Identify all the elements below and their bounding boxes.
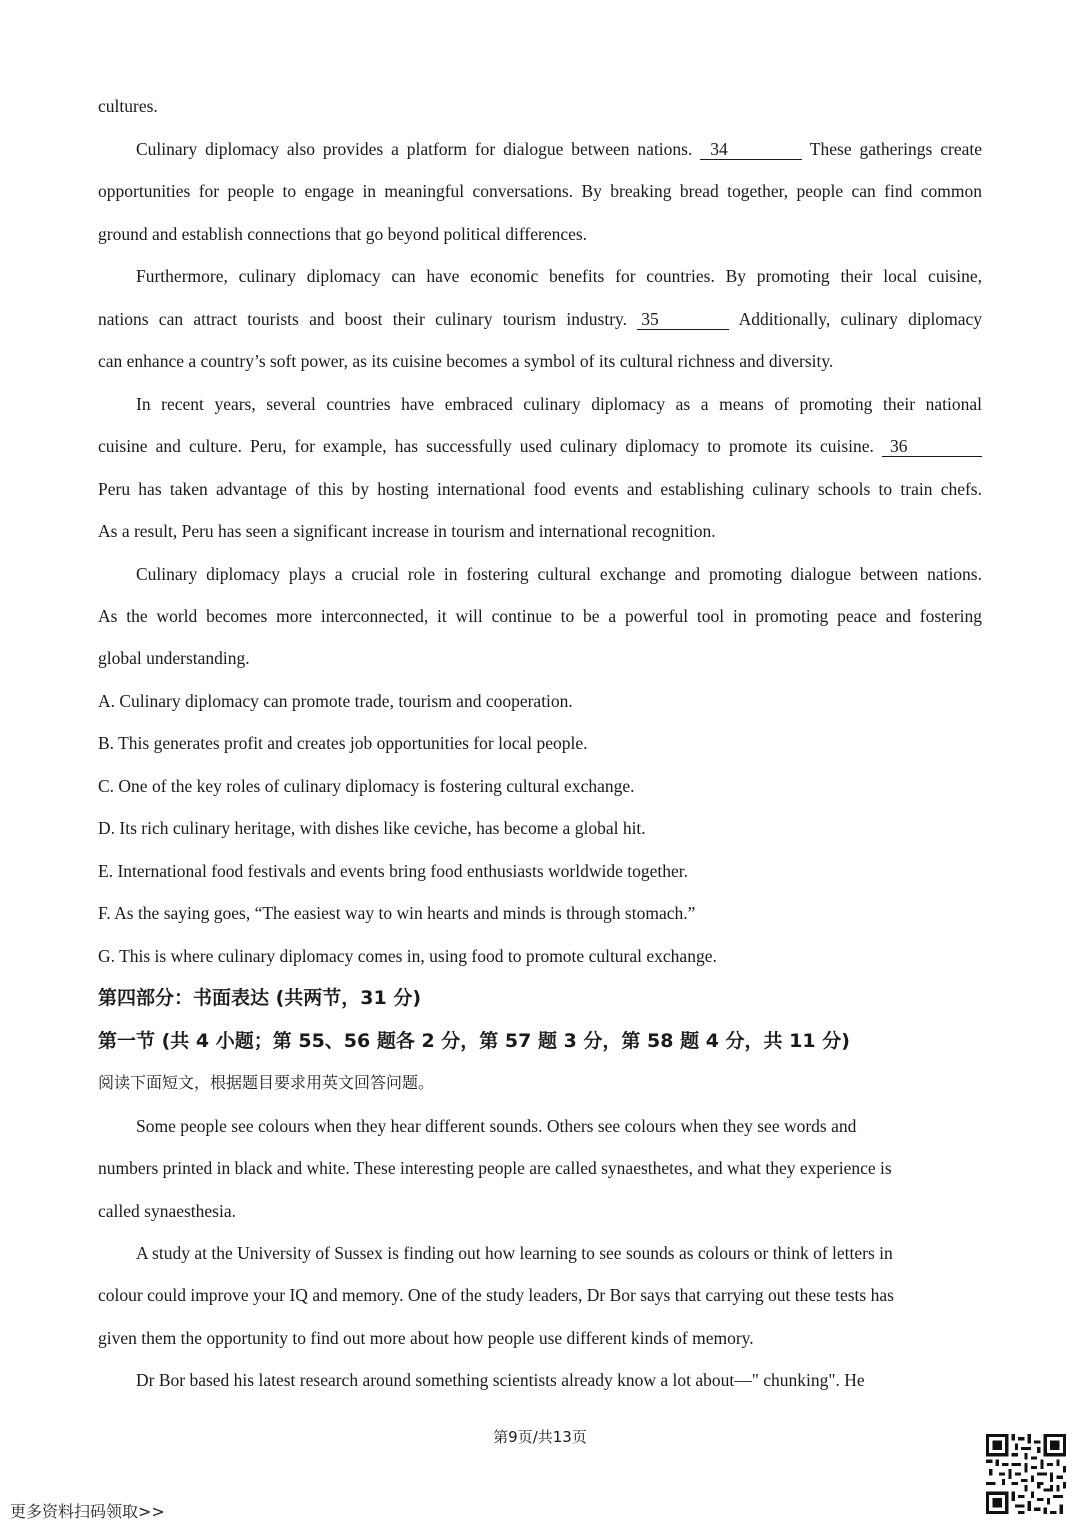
sentence: Additionally, culinary diplomacy (738, 309, 983, 329)
option-a: A. Culinary diplomacy can promote trade, tourism and cooperation. (98, 691, 573, 711)
qr-code-icon[interactable] (986, 1434, 1066, 1514)
paragraph-line: Culinary diplomacy plays a crucial role in fostering cultural exchange and promoting dialogue between nations. (136, 564, 982, 584)
paragraph-line: A study at the University of Sussex is finding out how learning to see sounds as colours or think of letters in (136, 1243, 893, 1263)
paragraph-line: Dr Bor based his latest research around something scientists already know a lot about—" chunking". He (136, 1370, 865, 1390)
option-d: D. Its rich culinary heritage, with dishes like ceviche, has become a global hit. (98, 818, 646, 838)
paragraph-line: ground and establish connections that go beyond political differences. (98, 224, 588, 244)
option-c: C. One of the key roles of culinary diplomacy is fostering cultural exchange. (98, 776, 635, 796)
paragraph-line: global understanding. (98, 648, 250, 668)
paragraph-line (98, 434, 982, 458)
answer-blank-34[interactable]: 34 (700, 139, 802, 160)
instruction-text: 阅读下面短文，根据题目要求用英文回答问题。 (98, 1073, 435, 1092)
part-heading: 第四部分：书面表达 (共两节，31 分) (98, 987, 422, 1009)
paragraph-line: As the world becomes more interconnected, it will continue to be a powerful tool in promoting peace and fostering (98, 606, 982, 626)
paragraph-line (98, 307, 982, 331)
paragraph-line: In recent years, several countries have embraced culinary diplomacy as a means of promoting their national (136, 394, 982, 414)
paragraph-line: numbers printed in black and white. These interesting people are called synaesthetes, and what they experience is (98, 1158, 892, 1178)
answer-blank-35[interactable]: 35 (637, 309, 729, 330)
paragraph-line: Some people see colours when they hear different sounds. Others see colours when they see words and (136, 1116, 857, 1136)
paragraph-line (136, 137, 982, 161)
sentence: Culinary diplomacy also provides a platform for dialogue between nations. (136, 139, 693, 159)
answer-blank-36[interactable]: 36 (882, 436, 982, 457)
page-number: 第9页/共13页 (493, 1428, 587, 1446)
paragraph-line: As a result, Peru has seen a significant increase in tourism and international recognition. (98, 521, 716, 541)
paragraph-line: Peru has taken advantage of this by hosting international food events and establishing culinary schools to train chefs. (98, 479, 982, 499)
section-heading: 第一节 (共 4 小题；第 55、56 题各 2 分，第 57 题 3 分，第 58 题 4 分，共 11 分) (98, 1030, 850, 1052)
option-g: G. This is where culinary diplomacy comes in, using food to promote cultural exchange. (98, 946, 717, 966)
paragraph-line: opportunities for people to engage in meaningful conversations. By breaking bread together, people can find common (98, 181, 982, 201)
sentence: cuisine and culture. Peru, for example, has successfully used culinary diplomacy to promote its cuisine. (98, 436, 874, 456)
option-e: E. International food festivals and events bring food enthusiasts worldwide together. (98, 861, 689, 881)
sentence: These gatherings create (809, 139, 982, 159)
more-resources-link[interactable]: 更多资料扫码领取>> (10, 1502, 165, 1521)
paragraph-line: called synaesthesia. (98, 1201, 237, 1221)
sentence: nations can attract tourists and boost their culinary tourism industry. (98, 309, 628, 329)
paragraph-line: can enhance a country’s soft power, as its cuisine becomes a symbol of its cultural richness and diversity. (98, 351, 834, 371)
option-b: B. This generates profit and creates job opportunities for local people. (98, 733, 588, 753)
paragraph-line: given them the opportunity to find out more about how people use different kinds of memory. (98, 1328, 754, 1348)
option-f: F. As the saying goes, “The easiest way to win hearts and minds is through stomach.” (98, 903, 696, 923)
paragraph-line: cultures. (98, 96, 158, 116)
paragraph-line: colour could improve your IQ and memory. One of the study leaders, Dr Bor says that carrying out these tests has (98, 1285, 894, 1305)
paragraph-line: Furthermore, culinary diplomacy can have economic benefits for countries. By promoting their local cuisine, (136, 266, 982, 286)
